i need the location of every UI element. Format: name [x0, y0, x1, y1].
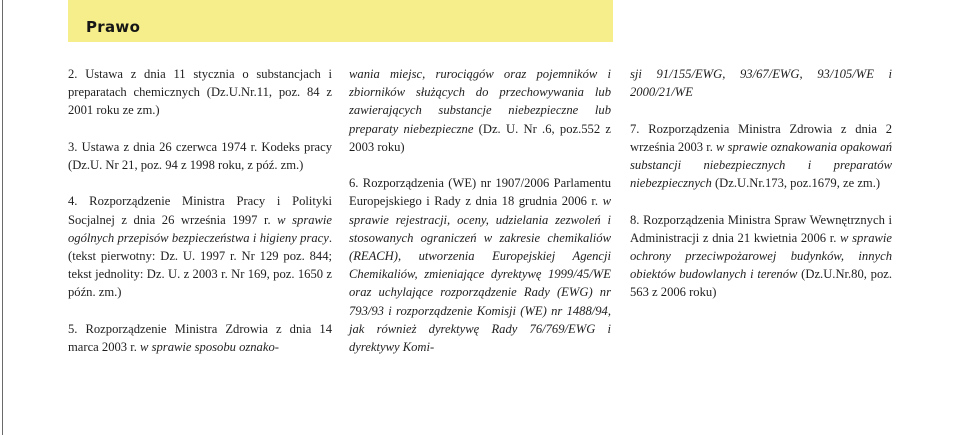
text-run: . (tekst pierwotny: Dz. U. 1997 r. Nr 129 poz. 844; tekst jednolity: Dz. U. z 2003 r. Nr 169, poz. 1650 z późn. zm.)	[68, 230, 332, 300]
legal-reference-paragraph	[349, 174, 611, 356]
text-column-2	[349, 65, 611, 356]
legal-reference-paragraph	[630, 211, 892, 302]
text-column-1	[68, 65, 332, 356]
italic-text-run: w sprawie rejestracji, oceny, udzielania zezwoleń i stosowanych ograniczeń w zakresie chemikaliów (REACH), utworzenia Europejskiej Agencji Chemikaliów, zmieniające dyrektywę 1999/45/WE oraz uchylające rozporządzenie Rady (EWG) nr 793/93 i rozporządzenie Komisji (WE) nr 1488/94, jak również dyrektywę Rady 76/769/EWG i dyrektywy Komi-	[349, 194, 611, 355]
italic-text-run: w sprawie ochrony przeciwpożarowej budynków, innych obiektów budowlanych i terenów	[630, 230, 893, 282]
legal-reference-paragraph	[68, 138, 332, 174]
legal-reference-paragraph	[68, 320, 332, 356]
italic-text-run: w sprawie oznakowania opakowań substancji niebezpiecznych i preparatów niebezpiecznych	[630, 139, 893, 191]
text-column-3	[630, 65, 892, 302]
section-header	[68, 0, 613, 42]
page-edge-rule	[2, 0, 3, 435]
text-run: 5. Rozporządzenie Ministra Zdrowia z dnia 14 marca 2003 r.	[68, 321, 332, 354]
section-title: Prawo	[86, 18, 141, 36]
italic-text-run: sji 91/155/EWG, 93/67/EWG, 93/105/WE i 2000/21/WE	[630, 67, 892, 100]
legal-reference-paragraph	[68, 65, 332, 120]
legal-reference-paragraph	[68, 192, 332, 301]
legal-reference-paragraph	[630, 65, 892, 101]
text-run: 7. Rozporządzenia Ministra Zdrowia z dnia 2 września 2003 r.	[630, 121, 892, 154]
text-run: (Dz.U.Nr.173, poz.1679, ze zm.)	[711, 176, 881, 191]
italic-text-run: w sprawie sposobu oznako-	[140, 340, 279, 354]
text-run: (Dz.U.Nr.80, poz. 563 z 2006 roku)	[630, 267, 892, 300]
italic-text-run: w sprawie ogólnych przepisów bezpieczeństwa i higieny pracy	[68, 212, 333, 245]
italic-text-run: wania miejsc, rurociągów oraz pojemników i zbiorników służących do przechowywania lub zawierających substancje niebezpieczne lub preparaty niebezpieczne	[349, 67, 611, 136]
text-run: 4. Rozporządzenie Ministra Pracy i Polityki Socjalnej z dnia 26 września 1997 r.	[68, 194, 332, 227]
text-run: 6. Rozporządzenia (WE) nr 1907/2006 Parlamentu Europejskiego i Rady z dnia 18 grudnia 2006 r.	[349, 176, 611, 209]
text-run: (Dz. U. Nr .6, poz.552 z 2003 roku)	[349, 121, 611, 154]
text-run: 3. Ustawa z dnia 26 czerwca 1974 r. Kodeks pracy (Dz.U. Nr 21, poz. 94 z 1998 roku, z póź. zm.)	[68, 139, 332, 172]
text-run: 8. Rozporządzenia Ministra Spraw Wewnętrznych i Administracji z dnia 21 kwietnia 2006 r.	[630, 212, 892, 245]
text-run: 2. Ustawa z dnia 11 stycznia o substancjach i preparatach chemicznych (Dz.U.Nr.11, poz. 84 z 2001 roku ze zm.)	[68, 67, 332, 118]
legal-reference-paragraph	[349, 65, 611, 156]
legal-reference-paragraph	[630, 120, 892, 193]
